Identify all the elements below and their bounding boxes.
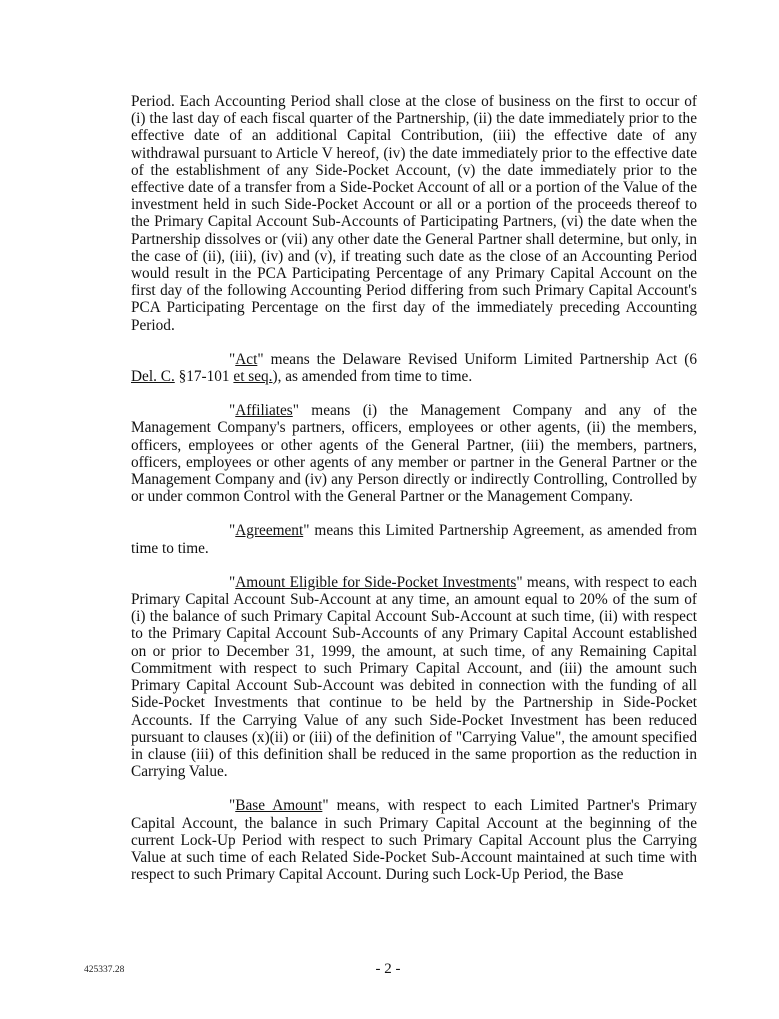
body-text [131, 93, 697, 900]
paragraph [131, 402, 697, 505]
paragraph-text: " means, with respect to each Limited Partner's Primary Capital Account, the balance in such Primary Capital Account at the beginning of the current Lock-Up Period with respect to such Primary Capital Account plus the Carrying Value at such time of each Related Side-Pocket Sub-Account maintained at such time with respect to such Primary Capital Account. During such Lock-Up Period, the Base [131, 797, 697, 884]
paragraph [131, 574, 697, 780]
page-number: - 2 - [375, 961, 401, 977]
paragraph [131, 351, 697, 385]
defined-term: Affiliates [235, 402, 293, 420]
document-id: 425337.28 [84, 965, 125, 975]
defined-term: Agreement [235, 522, 304, 540]
defined-term: Del. C. [131, 368, 175, 386]
paragraph-text: " [229, 522, 236, 540]
defined-term: et seq. [233, 368, 273, 386]
paragraph-text: " [229, 402, 236, 420]
paragraph-text: " means this Limited Partnership Agreement, as amended from time to time. [131, 522, 697, 557]
paragraph-text: " means the Delaware Revised Uniform Limited Partnership Act (6 [257, 350, 697, 368]
paragraph-text: " [229, 350, 236, 368]
paragraph-text: §17-101 [174, 368, 234, 386]
defined-term: Base Amount [235, 797, 323, 815]
paragraph-text: Period. Each Accounting Period shall close at the close of business on the first to occur of (i) the last day of each fiscal quarter of the Partnership, (ii) the date immediately prior to the effective date of an additional Capital Contribution, (iii) the effective date of any withdrawal pursuant to Article V hereof, (iv) the date immediately prior to the effective date of the establishment of any Side-Pocket Account, (v) the date immediately prior to the effective date of a transfer from a Side-Pocket Account of all or a portion of the Value of the investment held in such Side-Pocket Account or all or a portion of the proceeds thereof to the Primary Capital Account Sub-Accounts of Participating Partners, (vi) the date when the Partnership dissolves or (vii) any other date the General Partner shall determine, but only, in the case of (ii), (iii), (iv) and (v), if treating such date as the close of an Accounting Period would result in the PCA Participating Percentage of any Primary Capital Account on the first day of the following Accounting Period differing from such Primary Capital Account's PCA Participating Percentage on the first day of the immediately preceding Accounting Period. [131, 93, 697, 334]
paragraph-text: " [229, 573, 236, 591]
paragraph-text: " means (i) the Management Company and any of the Management Company's partners, officers, employees or other agents, (ii) the members, officers, employees or other agents of the General Partner, (iii) the members, partners, officers, employees or other agents of any member or partner in the General Partner or the Management Company and (iv) any Person directly or indirectly Controlling, Controlled by or under common Control with the General Partner or the Management Company. [131, 402, 697, 506]
paragraph-text: " [229, 797, 236, 815]
paragraph [131, 797, 697, 883]
defined-term: Amount Eligible for Side-Pocket Investments [235, 573, 517, 591]
defined-term: Act [235, 350, 258, 368]
paragraph-text: ), as amended from time to time. [272, 368, 473, 386]
paragraph-text: " means, with respect to each Primary Capital Account Sub-Account at any time, an amount equal to 20% of the sum of (i) the balance of such Primary Capital Account Sub-Account at such time, (ii) with respect to the Primary Capital Account Sub-Accounts of any Primary Capital Account established on or prior to December 31, 1999, the amount, at such time, of any Remaining Capital Commitment with respect to such Primary Capital Account, and (iii) the amount such Primary Capital Account Sub-Account was debited in connection with the funding of all Side-Pocket Investments that continue to be held by the Partnership in Side-Pocket Accounts. If the Carrying Value of any such Side-Pocket Investment has been reduced pursuant to clauses (x)(ii) or (iii) of the definition of "Carrying Value", the amount specified in clause (iii) of this definition shall be reduced in the same proportion as the reduction in Carrying Value. [131, 573, 697, 781]
paragraph [131, 522, 697, 556]
paragraph [131, 93, 697, 334]
